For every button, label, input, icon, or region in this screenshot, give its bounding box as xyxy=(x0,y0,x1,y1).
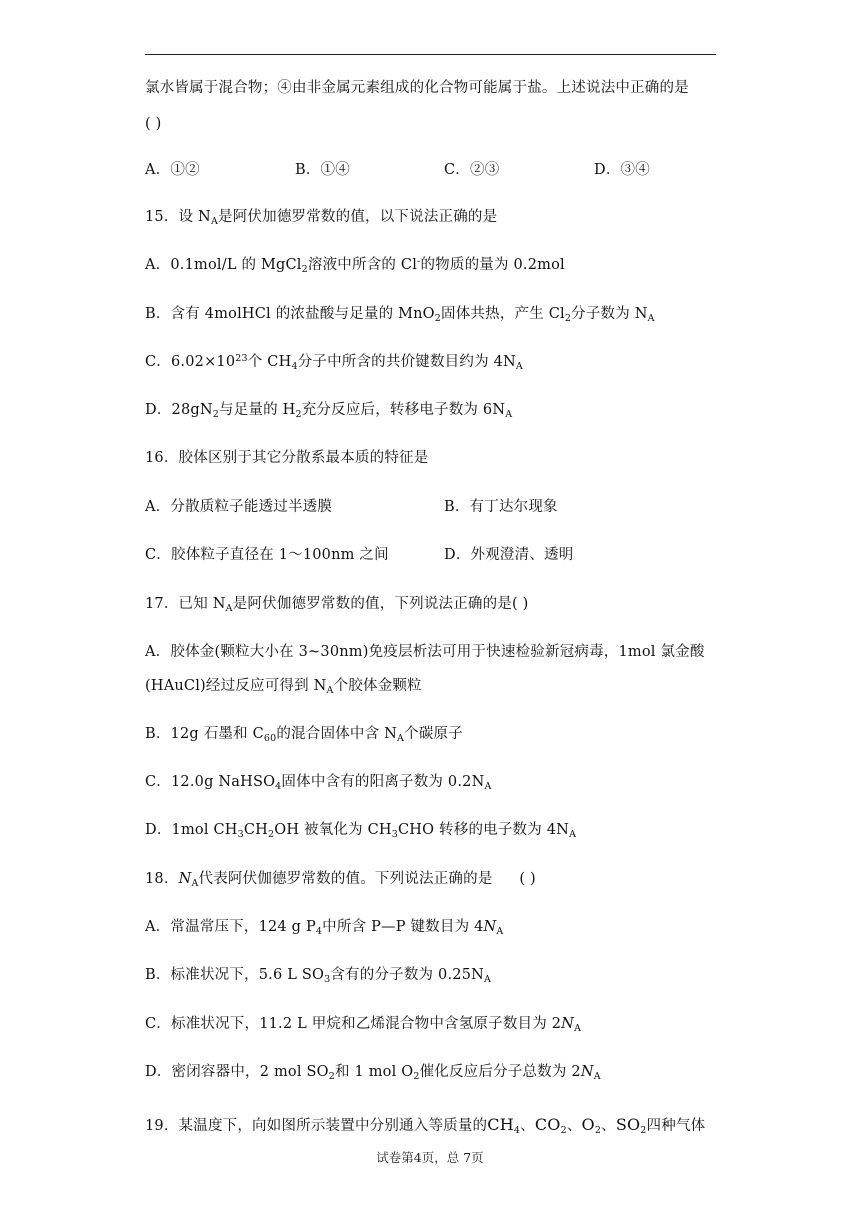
text-fragment: 2 xyxy=(594,1125,602,1136)
text-fragment: 是阿伏加德罗常数的值，以下说法正确的是 xyxy=(218,209,498,225)
text-fragment: 2 xyxy=(434,313,442,324)
text-fragment: 是阿伏伽德罗常数的值，下列说法正确的是( ) xyxy=(232,596,529,612)
text-fragment: A xyxy=(484,781,492,792)
text-fragment: 2 xyxy=(564,313,572,324)
q18-stem xyxy=(145,869,536,889)
q16-option-c: C．胶体粒子直径在 1～100nm 之间 xyxy=(145,547,389,563)
q14-option-b: B．①④ xyxy=(295,162,350,178)
text-fragment: 2 xyxy=(328,1071,335,1082)
q14-text: 氯水皆属于混合物；④由非金属元素组成的化合物可能属于盐。上述说法中正确的是 xyxy=(145,80,689,96)
text-fragment: 17．已知 N xyxy=(145,596,226,612)
text-fragment: N xyxy=(561,1016,575,1032)
q14-stem-tail xyxy=(145,78,689,98)
text-fragment: B．12g 石墨和 C xyxy=(145,726,264,742)
text-fragment: 16．胶体区别于其它分散系最本质的特征是 xyxy=(145,450,429,466)
q17-option-a-line1 xyxy=(145,642,705,662)
q17-option-b xyxy=(145,724,463,744)
text-fragment: N xyxy=(483,919,497,935)
text-fragment: 15．设 N xyxy=(145,209,211,225)
q19-stem xyxy=(145,1115,705,1136)
text-fragment: 4 xyxy=(275,781,282,792)
text-fragment: CHO 转移的电子数为 4N xyxy=(398,822,570,838)
text-fragment: A xyxy=(505,409,513,420)
text-fragment: 2 xyxy=(413,1071,420,1082)
text-fragment: 3 xyxy=(391,829,399,840)
text-fragment: A xyxy=(574,1023,582,1034)
text-fragment: A xyxy=(496,926,504,937)
text-fragment: 的物质的量为 0.2mol xyxy=(420,257,565,273)
q18-option-a xyxy=(145,917,503,937)
text-fragment: O xyxy=(581,1115,595,1134)
text-fragment: 个胶体金颗粒 xyxy=(333,678,422,694)
text-fragment: 2 xyxy=(295,409,302,420)
text-fragment: 、 xyxy=(601,1118,616,1134)
text-fragment: D．28gN xyxy=(145,402,213,418)
q17-option-c xyxy=(145,772,492,792)
text-fragment: 3 xyxy=(324,974,331,985)
q16-option-a: A．分散质粒子能透过半透膜 xyxy=(145,499,333,515)
text-fragment: 2 xyxy=(301,264,308,275)
q16-stem xyxy=(145,448,428,468)
text-fragment: 2 xyxy=(268,829,275,840)
text-fragment: 中所含 P—P 键数目为 4 xyxy=(322,919,484,935)
q17-stem xyxy=(145,594,529,614)
text-fragment: A xyxy=(397,733,405,744)
text-fragment: SO xyxy=(615,1115,641,1134)
q17-option-d xyxy=(145,820,576,840)
text-fragment: 分子中所含的共价键数目约为 4N xyxy=(297,354,516,370)
text-fragment: 60 xyxy=(263,733,277,744)
text-fragment: A．胶体金(颗粒大小在 3~30nm)免疫层析法可用于快速检验新冠病毒，1mol 氯金酸 xyxy=(145,644,705,660)
header-rule xyxy=(145,54,716,55)
text-fragment: 充分反应后，转移电子数为 6N xyxy=(301,402,506,418)
text-fragment: 2 xyxy=(212,409,219,420)
text-fragment: 固体中含有的阳离子数为 0.2N xyxy=(281,774,485,790)
q15-stem xyxy=(145,207,497,227)
page-footer: 试卷第4页，总 7页 xyxy=(376,1150,484,1165)
text-fragment: 4 xyxy=(291,361,298,372)
text-fragment: CH xyxy=(487,1115,514,1134)
text-fragment: 四种气体 xyxy=(646,1118,706,1134)
text-fragment: 溶液中所含的 Cl xyxy=(307,257,418,273)
text-fragment: 含有的分子数为 0.25N xyxy=(330,967,485,983)
text-fragment: 、 xyxy=(566,1118,582,1134)
text-fragment: - xyxy=(417,256,421,267)
q14-option-d: D．③④ xyxy=(594,162,650,178)
text-fragment: A xyxy=(191,878,199,889)
q14-option-a: A．①② xyxy=(145,162,200,178)
text-fragment: C．12.0g NaHSO xyxy=(145,774,276,790)
text-fragment: 23 xyxy=(235,353,248,364)
text-fragment: 3 xyxy=(237,829,244,840)
text-fragment: C．标准状况下，11.2 L 甲烷和乙烯混合物中含氢原子数目为 2 xyxy=(145,1016,562,1032)
text-fragment: 与足量的 H xyxy=(219,402,296,418)
q15-option-b xyxy=(145,304,655,324)
text-fragment: A xyxy=(515,361,523,372)
text-fragment: 分子数为 N xyxy=(571,306,648,322)
answer-paren: ( ) xyxy=(519,871,536,887)
text-fragment: 、 xyxy=(520,1118,535,1134)
text-fragment: A xyxy=(593,1071,601,1082)
text-fragment: 固体共热，产生 Cl xyxy=(441,306,565,322)
text-fragment: 2 xyxy=(560,1125,567,1136)
text-fragment: A．0.1mol/L 的 MgCl xyxy=(145,257,302,273)
text-fragment: CO xyxy=(534,1115,561,1134)
text-fragment: B．标准状况下，5.6 L SO xyxy=(145,967,325,983)
q18-option-c xyxy=(145,1014,581,1034)
text-fragment: OH 被氧化为 CH xyxy=(274,822,392,838)
text-fragment: A xyxy=(326,685,334,696)
text-fragment: A xyxy=(647,313,655,324)
q18-option-b xyxy=(145,965,491,985)
text-fragment: B．含有 4molHCl 的浓盐酸与足量的 MnO xyxy=(145,306,435,322)
q16-option-d: D．外观澄清、透明 xyxy=(444,547,574,563)
text-fragment: CH xyxy=(243,822,269,838)
text-fragment: C．6.02×10 xyxy=(145,354,236,370)
q15-option-a xyxy=(145,255,565,275)
text-fragment: 18． xyxy=(145,871,179,887)
q15-option-d xyxy=(145,400,512,420)
text-fragment: 的混合固体中含 N xyxy=(276,726,398,742)
text-fragment: 4 xyxy=(513,1125,521,1136)
q16-option-b: B．有丁达尔现象 xyxy=(444,499,558,515)
text-fragment: 19．某温度下，向如图所示装置中分别通入等质量的 xyxy=(145,1118,488,1134)
text-fragment: 和 1 mol O xyxy=(334,1064,414,1080)
q14-option-c: C．②③ xyxy=(444,162,500,178)
text-fragment: 2 xyxy=(640,1125,647,1136)
text-fragment: 个碳原子 xyxy=(404,726,463,742)
q18-option-d xyxy=(145,1062,601,1082)
text-fragment: A xyxy=(210,216,219,227)
q15-option-c xyxy=(145,352,523,372)
text-fragment: 个 CH xyxy=(247,354,292,370)
text-fragment: N xyxy=(178,871,192,887)
text-fragment: D．1mol CH xyxy=(145,822,238,838)
text-fragment: (HAuCl)经过反应可得到 N xyxy=(145,678,327,694)
text-fragment: 4 xyxy=(315,926,323,937)
q17-option-a-line2 xyxy=(145,676,422,696)
text-fragment: A xyxy=(225,603,233,614)
answer-paren: ( ) xyxy=(145,116,162,132)
text-fragment: A．常温常压下，124 g P xyxy=(145,919,316,935)
text-fragment: D．密闭容器中，2 mol SO xyxy=(145,1064,329,1080)
q14-paren xyxy=(145,114,162,134)
text-fragment: A xyxy=(569,829,577,840)
text-fragment: 代表阿伏伽德罗常数的值。下列说法正确的是 xyxy=(198,871,493,887)
text-fragment: A xyxy=(484,974,492,985)
text-fragment: N xyxy=(580,1064,594,1080)
text-fragment: 催化反应后分子总数为 2 xyxy=(419,1064,581,1080)
